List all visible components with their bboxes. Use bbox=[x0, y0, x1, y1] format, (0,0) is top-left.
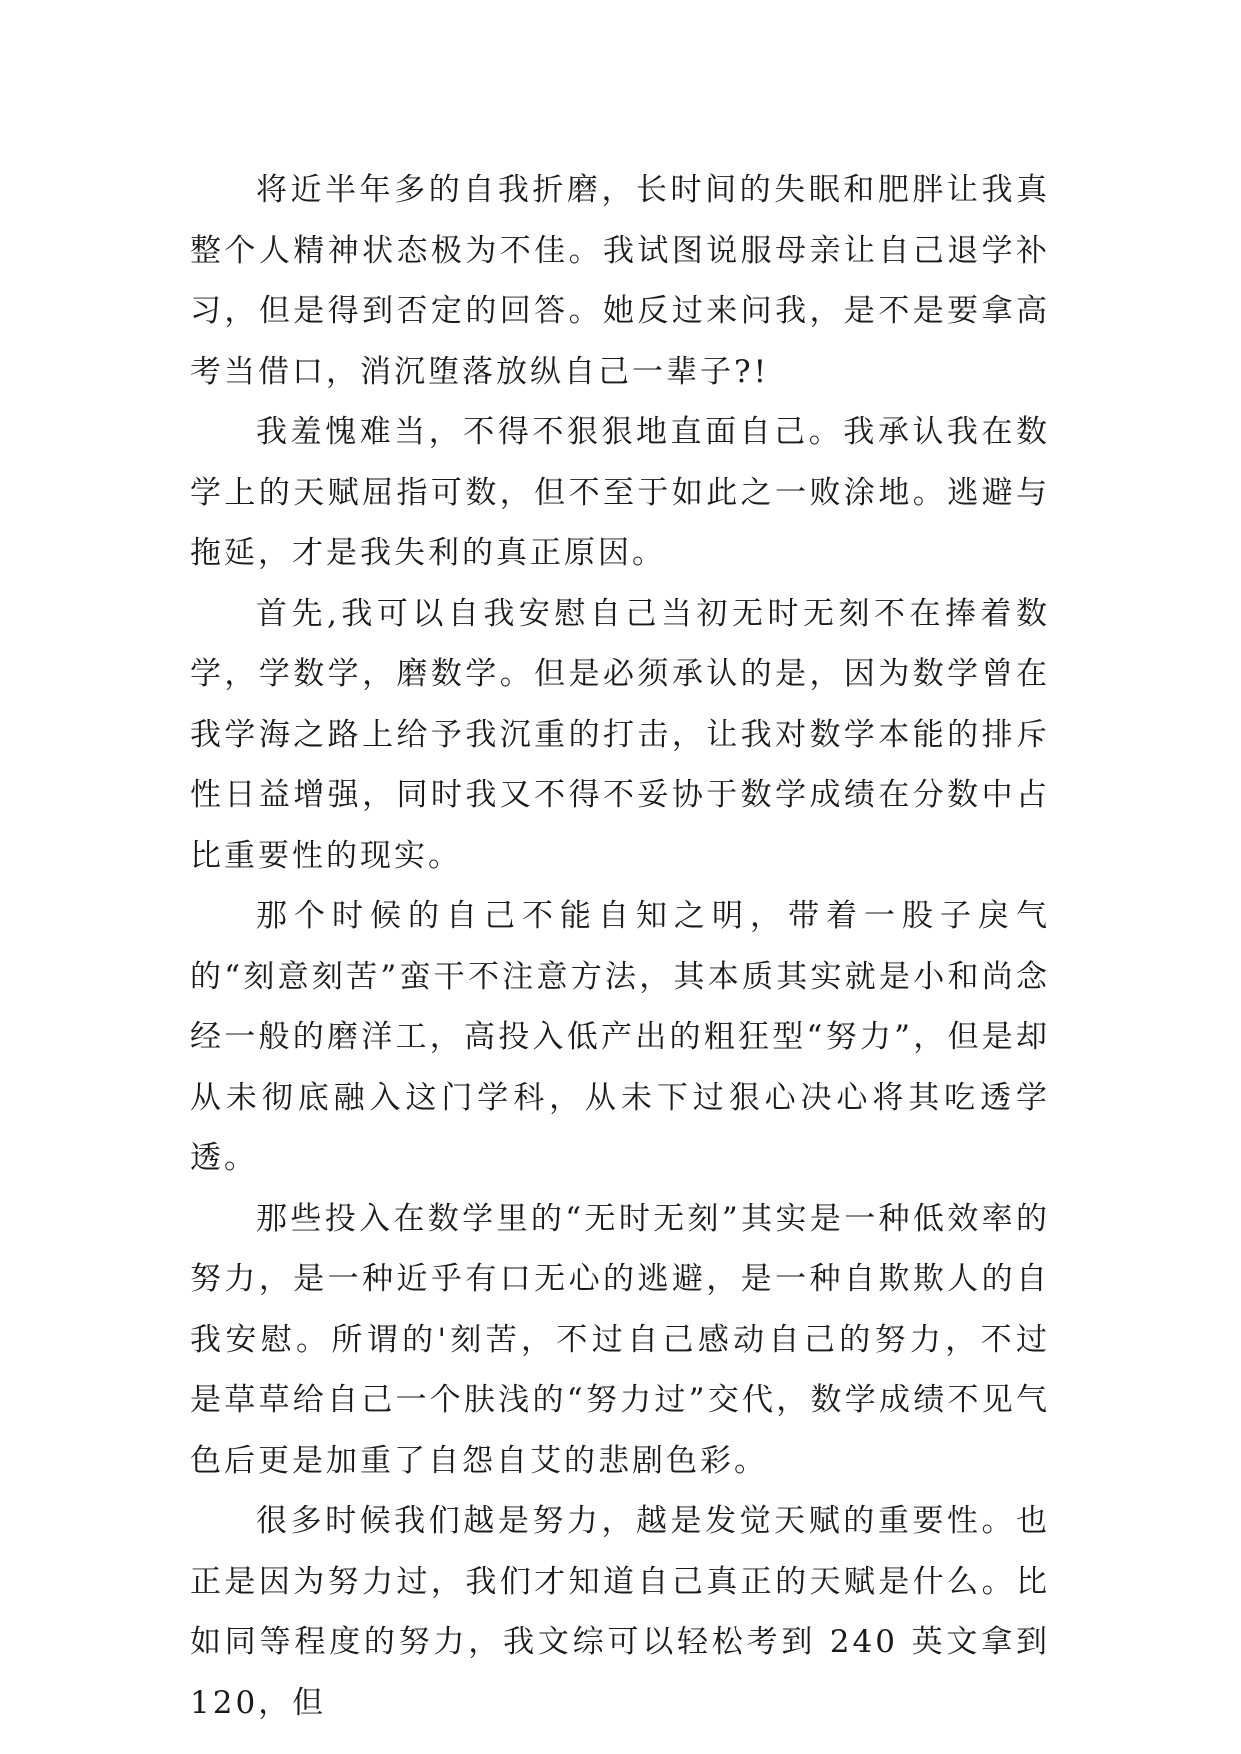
paragraph-3: 首先,我可以自我安慰自己当初无时无刻不在捧着数学，学数学，磨数学。但是必须承认的是，因为数学曾在我学海之路上给予我沉重的打击，让我对数学本能的排斥性日益增强，同时我又不得不妥协于数学成绩在分数中占比重要性的现实。 bbox=[190, 595, 1050, 874]
paragraph-4: 那个时候的自己不能自知之明，带着一股子戾气的“刻意刻苦”蛮干不注意方法，其本质其实就是小和尚念经一般的磨洋工，高投入低产出的粗狂型“努力”，但是却从未彻底融入这门学科，从未下过狠心决心将其吃透学透。 bbox=[190, 898, 1050, 1176]
paragraph-5: 那些投入在数学里的“无时无刻”其实是一种低效率的努力，是一种近乎有口无心的逃避，是一种自欺欺人的自我安慰。所谓的'刻苦，不过自己感动自己的努力，不过是草草给自己一个肤浅的“努力过”交代，数学成绩不见气色后更是加重了自怨自艾的悲剧色彩。 bbox=[190, 1200, 1050, 1479]
document-body bbox=[190, 160, 1050, 1733]
paragraph-1: 将近半年多的自我折磨，长时间的失眠和肥胖让我真整个人精神状态极为不佳。我试图说服母亲让自己退学补习，但是得到否定的回答。她反过来问我，是不是要拿高考当借口，消沉堕落放纵自己一辈子?! bbox=[190, 172, 1050, 390]
paragraph-6: 很多时候我们越是努力，越是发觉天赋的重要性。也正是因为努力过，我们才知道自己真正的天赋是什么。比如同等程度的努力，我文综可以轻松考到 240 英文拿到 120，但 bbox=[190, 1503, 1050, 1721]
paragraph-2: 我羞愧难当，不得不狠狠地直面自己。我承认我在数学上的天赋屈指可数，但不至于如此之一败涂地。逃避与拖延，才是我失利的真正原因。 bbox=[190, 414, 1050, 571]
